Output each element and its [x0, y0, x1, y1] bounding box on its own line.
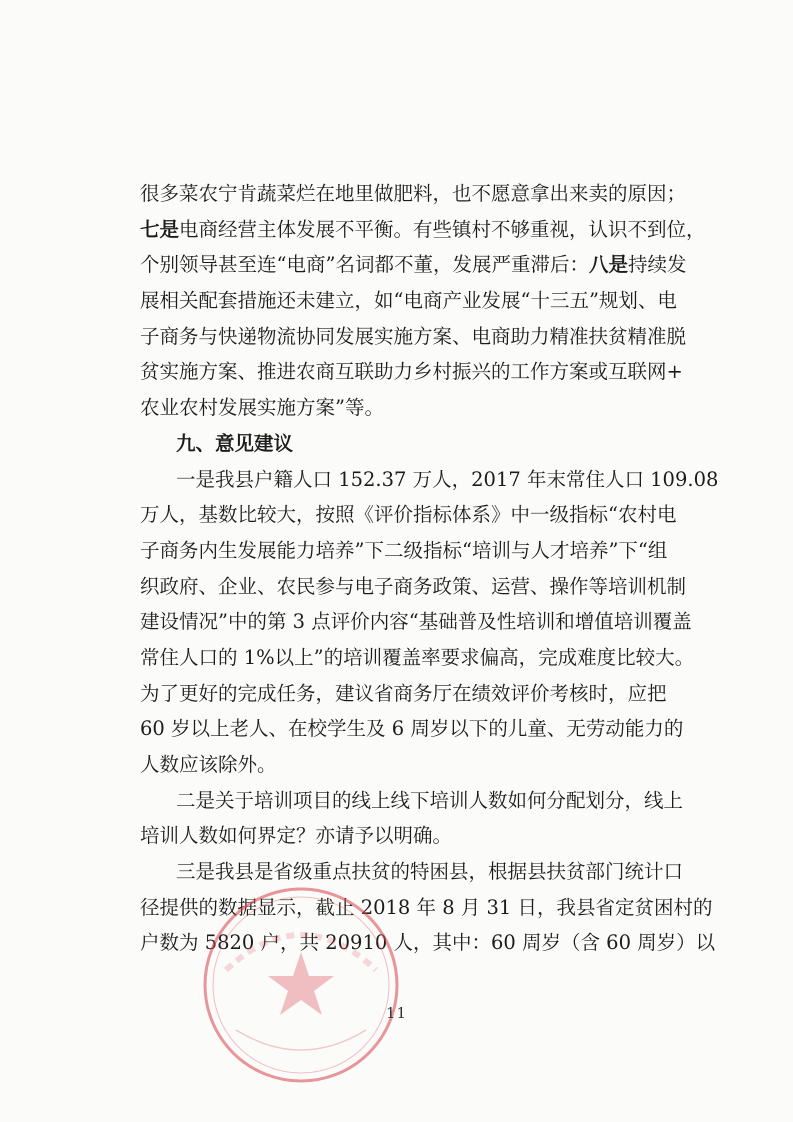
text-line: 一是我县户籍人口 152.37 万人，2017 年末常住人口 109.08: [176, 467, 719, 491]
text-line: [140, 212, 706, 248]
text-line: [140, 247, 687, 283]
text-line: 很多菜农宁肯蔬菜烂在地里做肥料，也不愿意拿出来卖的原因；: [140, 182, 687, 205]
text-line: 人数应该除外。: [140, 753, 277, 776]
bold-lead: 八是: [588, 253, 628, 277]
text-line: 展相关配套措施还未建立，如“电商产业发展“十三五”规划、电: [140, 289, 677, 313]
line-text: 个别领导甚至连“电商”名词都不董，发展严重滞后：: [140, 253, 589, 277]
text-line: 贫实施方案、推进农商互联助力乡村振兴的工作方案或互联网+: [140, 360, 683, 384]
text-line: 培训人数如何界定？亦请予以明确。: [140, 824, 453, 848]
text-line: 农业农村发展实施方案”等。: [140, 396, 384, 420]
text-line: 子商务内生发展能力培养”下二级指标“培训与人才培养”下“组: [140, 538, 668, 562]
page-number: 11: [385, 1004, 408, 1022]
body-text: [140, 176, 719, 961]
text-line: 户数为 5820 户，共 20910 人，其中：60 周岁（含 60 周岁）以: [140, 931, 716, 955]
text-line: 织政府、企业、农民参与电子商务政策、运营、操作等培训机制: [140, 574, 687, 598]
line-text: 持续发: [627, 253, 687, 277]
text-line: 常住人口的 1%以上”的培训覆盖率要求偏高，完成难度比较大。: [140, 645, 695, 669]
line-text: 电商经营主体发展不平衡。有些镇村不够重视，认识不到位，: [179, 217, 706, 241]
section-heading: 九、意见建议: [176, 431, 294, 455]
text-line: 三是我县是省级重点扶贫的特困县，根据县扶贫部门统计口: [176, 860, 684, 884]
text-line: 建设情况”中的第 3 点评价内容“基础普及性培训和增值培训覆盖: [140, 610, 692, 634]
text-line: 万人，基数比较大，按照《评价指标体系》中一级指标“农村电: [140, 503, 677, 527]
text-line: 60 岁以上老人、在校学生及 6 周岁以下的儿童、无劳动能力的: [140, 717, 684, 741]
text-line: 为了更好的完成任务，建议省商务厅在绩效评价考核时，应把: [140, 681, 667, 705]
text-line: 径提供的数据显示，截止 2018 年 8 月 31 日，我县省定贫困村的: [140, 895, 713, 919]
bold-lead: 七是: [140, 217, 180, 241]
text-line: 二是关于培训项目的线上线下培训人数如何分配划分，线上: [176, 788, 684, 812]
text-line: 子商务与快递物流协同发展实施方案、电商助力精准扶贫精准脱: [140, 324, 687, 348]
